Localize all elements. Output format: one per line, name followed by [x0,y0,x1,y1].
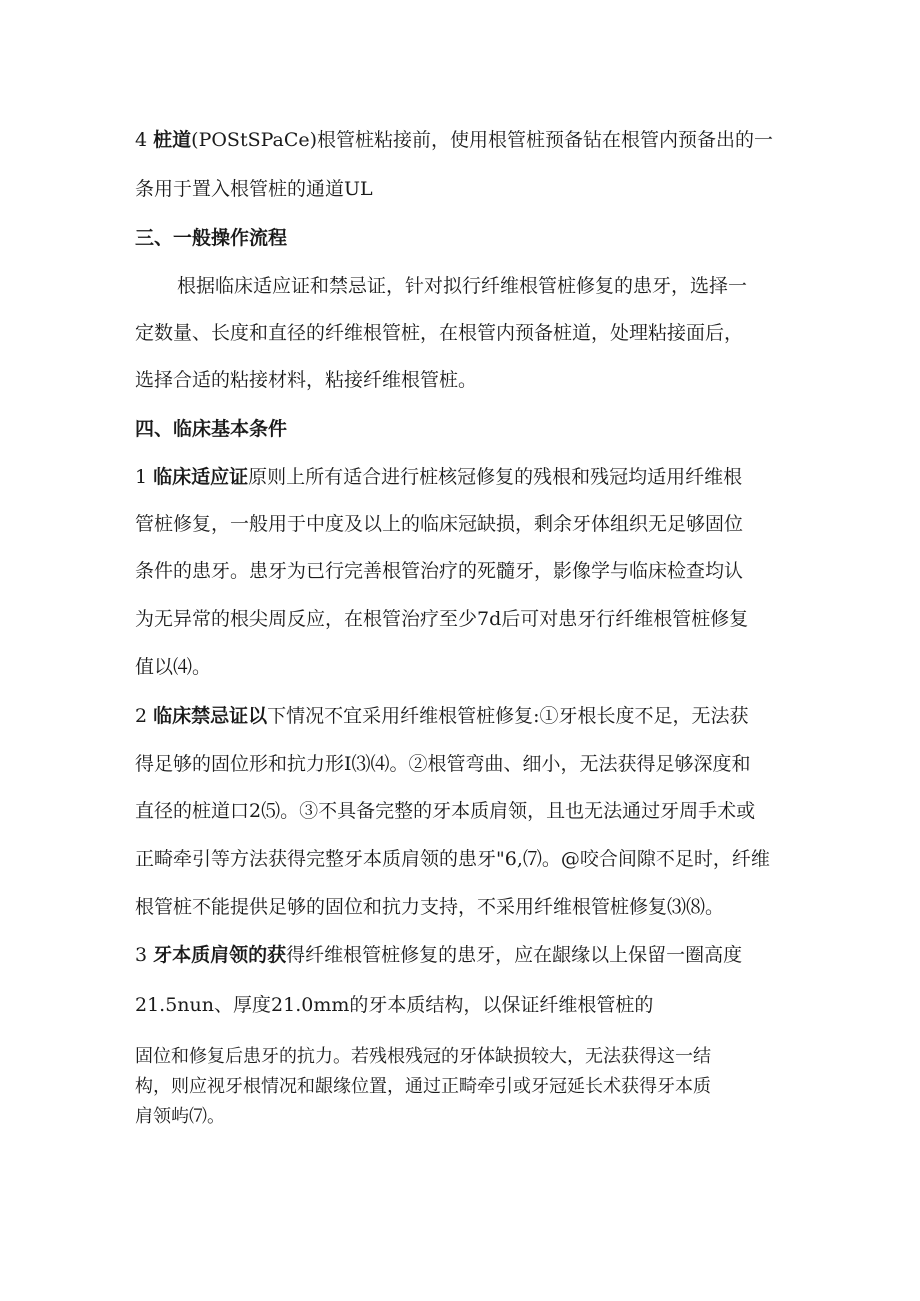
item-number: 3 [135,944,154,966]
procedure-line-2: 定数量、长度和直径的纤维根管桩，在根管内预备桩道，处理粘接面后， [135,322,744,344]
procedure-line-1: 根据临床适应证和禁忌证，针对拟行纤维根管桩修复的患牙，选择一 [177,275,748,297]
indications-line-3: 条件的患牙。患牙为已行完善根管治疗的死髓牙，影像学与临床检查均认 [135,560,744,582]
ferrule-tail-line-3: 肩领屿⑺。 [135,1106,225,1127]
ferrule-tail-line-2: 构，则应视牙根情况和龈缘位置，通过正畸牵引或牙冠延长术获得牙本质 [135,1076,711,1097]
indications-line-1 [135,468,742,487]
term-ferrule: 牙本质肩领的获 [153,944,287,966]
ferrule-line-1 [135,946,742,965]
indications-line-5: 值以⑷。 [135,656,212,678]
contraindications-line-4: 正畸牵引等方法获得完整牙本质肩领的患牙"6,⑺。@咬合间隙不足时，纤维 [135,848,770,870]
text-run: 下情况不宜采用纤维根管桩修复:①牙根长度不足，无法获 [267,705,749,727]
contraindications-line-5: 根管桩不能提供足够的固位和抗力支持，不采用纤维根管桩修复⑶⑻。 [135,896,725,918]
procedure-line-3: 选择合适的粘接材料，粘接纤维根管桩。 [135,369,478,391]
ferrule-tail-line-1: 固位和修复后患牙的抗力。若残根残冠的牙体缺损较大，无法获得这一结 [135,1046,711,1067]
item-number: 2 [135,705,154,727]
text-run: 原则上所有适合进行桩核冠修复的残根和残冠均适用纤维根 [248,466,743,488]
contraindications-line-1 [135,707,749,726]
text-run: 得纤维根管桩修复的患牙，应在龈缘以上保留一圈高度 [286,944,743,966]
ferrule-line-2: 21.5nun、厚度21.0mm的牙本质结构，以保证纤维根管桩的 [135,994,654,1016]
heading-general-procedure: 三、一般操作流程 [135,227,288,249]
term-contraindications: 临床禁忌证以 [153,705,268,727]
term-indications: 临床适应证 [153,466,249,488]
indications-line-4: 为无异常的根尖周反应，在根管治疗至少7d后可对患牙行纤维根管桩修复 [135,608,749,630]
term-post-space: 桩道 [153,129,192,151]
item-number: 1 [135,466,154,488]
contraindications-line-3: 直径的桩道口2⑸。③不具备完整的牙本质肩领，且也无法通过牙周手术或 [135,800,756,822]
item-number: 4 [135,129,154,151]
post-space-line-2: 条用于置入根管桩的通道UL [135,178,373,200]
post-space-line-1 [135,131,773,150]
contraindications-line-2: 得足够的固位形和抗力形I⑶⑷。②根管弯曲、细小，无法获得足够深度和 [135,753,751,775]
heading-clinical-conditions: 四、临床基本条件 [135,418,288,440]
text-run: (POStSPaCe)根管桩粘接前，使用根管桩预备钻在根管内预备出的一 [191,129,774,151]
indications-line-2: 管桩修复，一般用于中度及以上的临床冠缺损，剩余牙体组织无足够固位 [135,513,744,535]
